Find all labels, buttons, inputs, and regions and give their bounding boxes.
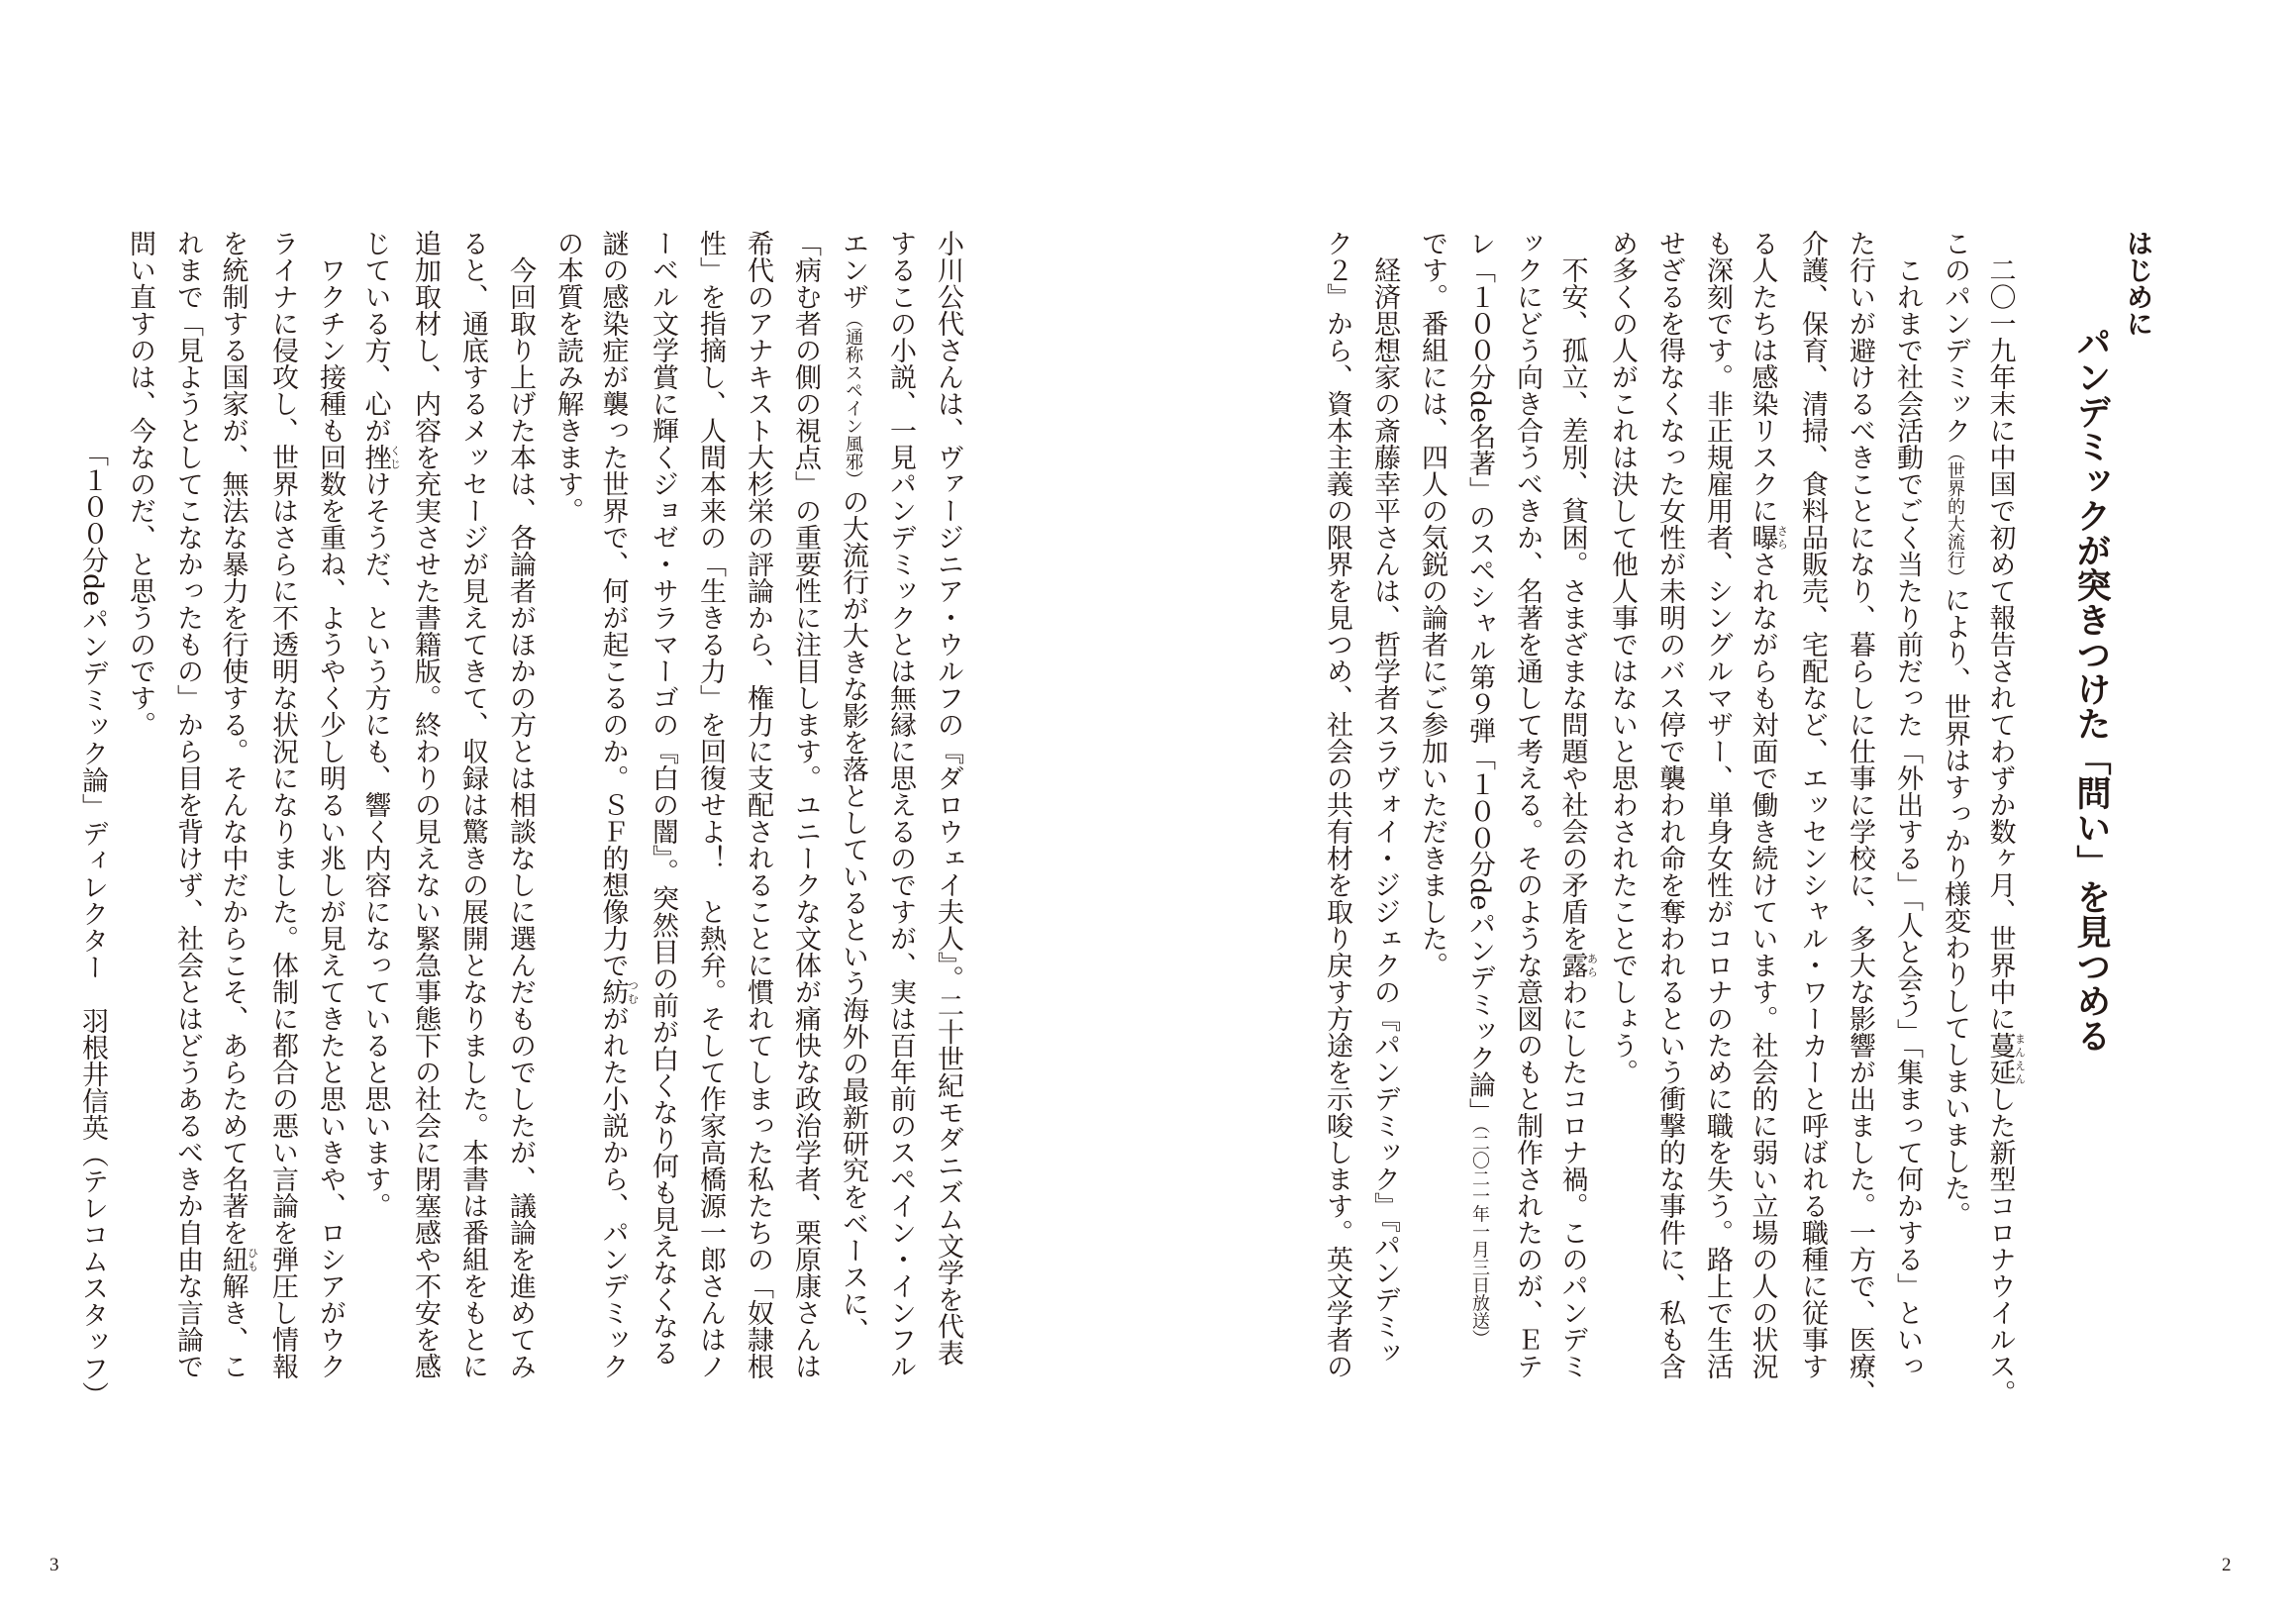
text-line [258,230,306,1408]
text-run: 介護、保育、清掃、食料品販売、宅配など、エッセンシャル・ワーカーと呼ばれる職種に従事す [1797,230,1828,1379]
text-run: わにしたコロナ禍。このパンデミ [1556,978,1588,1379]
text-line [496,230,544,1408]
text-run: した新型コロナウイルス。 [1984,1085,2016,1406]
text-run: の本質を読み解きます。 [552,230,583,524]
ruby-word [597,978,640,1005]
text-line [876,230,924,1408]
text-run: このパンデミック [1940,230,1970,444]
text-run: 希代のアナキスト大杉栄の評論から、権力に支配されることに慣れてしまった私たちの「奴隷根 [743,230,773,1379]
ruby-base: 紐 [217,1246,249,1272]
page-number-right: 2 [2222,1555,2232,1575]
ruby-word [1556,952,1599,978]
page-number-left: 3 [50,1555,59,1575]
text-line [1408,230,1455,1408]
text-run: ーベル文学賞に輝くジョゼ・サラマーゴの『白の闇』。突然目の前が白くなり何も見えなくなる [648,230,678,1367]
text-line [781,230,829,1408]
text-run: けそうだ、という方にも、響く内容になっていると思います。 [359,470,391,1219]
author-signature: 「１００分deパンデミック論」ディレクター 羽根井信英（テレコムスタッフ） [77,439,108,1408]
text-run: も深刻です。非正規雇用者、シングルマザー、単身女性がコロナのために職を失う。路上で生活 [1702,230,1733,1379]
text-run: がれた小説から、パンデミック [597,1005,629,1379]
parenthetical-note: （二〇二一年一月三日放送） [1469,1124,1490,1348]
ruby-base: 挫 [359,444,391,470]
text-run: 追加取材し、内容を充実させた書籍版。終わりの見えない緊急事態下の社会に閉塞感や不安を感 [410,230,441,1379]
text-line [829,230,876,1408]
furigana: あら [1585,952,1599,978]
ruby-word [217,1246,259,1272]
text-line [1836,230,1883,1408]
text-run: により、世界はすっかり様変わりしてしまいました。 [1940,586,1970,1228]
text-run: 「病む者の側の視点」の重要性に注目します。ユニークな文体が痛快な政治学者、栗原康さんは [790,230,821,1379]
ruby-base: 露 [1556,952,1588,978]
parenthetical-note: （世界的大流行） [1945,444,1965,586]
text-line [401,230,449,1408]
text-line [211,230,258,1408]
chapter-title: パンデミックが突きつけた「問い」を見つめる [2071,325,2112,1053]
furigana: くじ [388,444,402,470]
text-line [1931,230,1978,1408]
text-line [163,230,211,1408]
text-line [686,230,734,1408]
text-run: ク２』から、資本主義の限界を見つめ、社会の共有材を取り戻す方途を示唆します。英文学者の [1322,230,1352,1379]
text-line [1503,230,1550,1408]
parenthetical-note: （通称スペイン風邪） [843,310,863,488]
text-line [639,230,686,1408]
text-run: じている方、心が [359,230,391,444]
ruby-base: 蔓延 [1984,1032,2016,1085]
text-run: た行いが避けるべきことになり、暮らしに仕事に学校に、多大な影響が出ました。一方で、医療、 [1845,230,1875,1406]
furigana: さら [1775,524,1789,551]
text-line [116,230,163,1408]
text-line [1455,230,1503,1408]
text-run: 今回取り上げた本は、各論者がほかの方とは相談なしに選んだものでしたが、議論を進めてみ [505,230,536,1379]
left-page-body [68,230,971,1408]
text-line [1360,230,1408,1408]
chapter-heading [2071,230,2159,1408]
furigana: まんえん [2013,1032,2027,1085]
text-run: 小川公代さんは、ヴァージニア・ウルフの『ダロウェイ夫人』。二十世紀モダニズム文学を代表 [933,230,963,1367]
text-line [544,230,591,1408]
text-run: る人たちは感染リスクに [1747,230,1778,524]
right-page-body [1313,230,2026,1408]
text-line [449,230,496,1408]
ruby-base: 紡 [597,978,629,1005]
ruby-base: 曝 [1747,524,1778,551]
text-run: エンザ [838,230,868,310]
text-run: ワクチン接種も回数を重ね、ようやく少し明るい兆しが見えてきたと思いきや、ロシアがウク [315,230,346,1379]
text-run: 不安、孤立、差別、貧困。さまざまな問題や社会の矛盾を [1556,230,1588,952]
text-run: レ「１００分de名著」のスペシャル第９弾「１００分deパンデミック論」 [1464,230,1495,1125]
furigana: つむ [626,978,640,1005]
text-run: されながらも対面で働き続けています。社会的に弱い立場の人の状況 [1747,551,1778,1379]
text-run: 性」を指摘し、人間本来の「生きる力」を回復せよ！ と熱弁。そして作家高橋源一郎さんはノ [695,230,726,1379]
text-line [1741,230,1788,1408]
text-line [306,230,353,1408]
text-line [353,230,401,1408]
text-run: するこの小説、一見パンデミックとは無縁に思えるのですが、実は百年前のスペイン・インフル [885,230,916,1379]
text-run: ライナに侵攻し、世界はさらに不透明な状況になりました。体制に都合の悪い言論を弾圧し情報 [267,230,298,1379]
text-run: 解き、こ [217,1272,249,1379]
text-line [1883,230,1931,1408]
text-run: 二〇一九年末に中国で初めて報告されてわずか数ヶ月、世界中に [1984,230,2016,1032]
chapter-kicker: はじめに [2122,230,2152,337]
text-run: ると、通底するメッセージが見えてきて、収録は驚きの展開となりました。本書は番組をもとに [457,230,488,1379]
text-run: せざるを得なくなった女性が未明のバス停で襲われ命を奪われるという衝撃的な事件に、私も含 [1654,230,1685,1379]
text-line [1598,230,1646,1408]
text-run: ックにどう向き合うべきか、名著を通して考える。そのような意図のもと制作されたのが、Ｅテ [1512,230,1543,1379]
text-line [1550,230,1598,1408]
text-line [1646,230,1693,1408]
furigana: ひも [246,1246,259,1272]
text-line [734,230,781,1408]
ruby-word [1747,524,1789,551]
text-run: れまで「見ようとしてこなかったもの」から目を背けず、社会とはどうあるべきか自由な言論で [172,230,203,1379]
text-run: 経済思想家の斎藤幸平さんは、哲学者スラヴォイ・ジジェクの『パンデミック』『パンデミッ [1369,230,1400,1367]
text-run: の大流行が大きな影を落としているという海外の最新研究をベースに、 [838,488,868,1344]
text-run: を統制する国家が、無法な暴力を行使する。そんな中だからこそ、あらためて名著を [217,230,249,1246]
text-line [924,230,971,1408]
text-line [1788,230,1836,1408]
text-line [1978,230,2026,1408]
ruby-word [359,444,402,470]
text-line [591,230,639,1408]
text-run: 問い直すのは、今なのだ、と思うのです。 [125,230,155,738]
text-line [1693,230,1741,1408]
text-run: です。番組には、四人の気鋭の論者にご参加いただきました。 [1417,230,1447,978]
ruby-word [1984,1032,2027,1085]
text-run: め多くの人がこれは決して他人事ではないと思わされたことでしょう。 [1607,230,1638,1085]
text-line [1313,230,1360,1408]
text-run: これまで社会活動でごく当たり前だった「外出する」「人と会う」「集まって何かする」といっ [1892,230,1923,1379]
text-run: 謎の感染症が襲った世界で、何が起こるのか。ＳＦ的想像力で [597,230,629,978]
